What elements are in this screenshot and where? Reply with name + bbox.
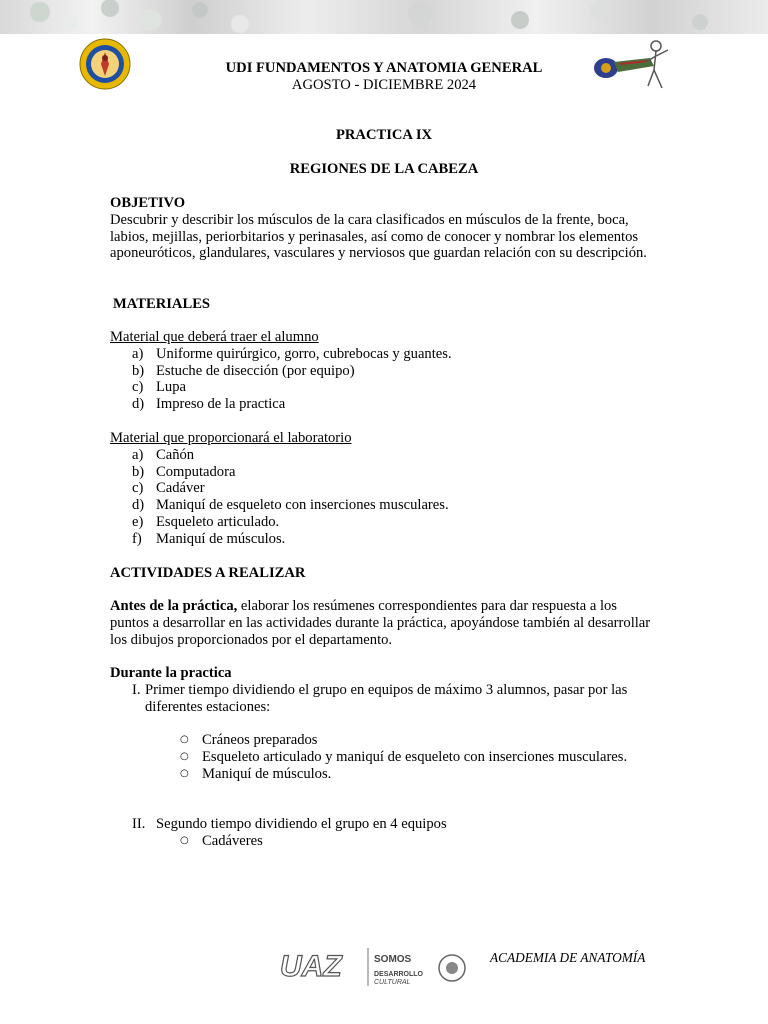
before-practice-paragraph <box>110 598 656 648</box>
list-item: f) Maniquí de músculos. <box>132 530 286 547</box>
list-item: ○ Esqueleto articulado y maniquí de esqueleto con inserciones musculares. <box>180 748 628 765</box>
before-practice-text: elaborar los resúmenes correspondientes para dar respuesta a los puntos a desarrollar en las actividades durante la práctica, apoyándose también al desarrollar los dibujos proporcionados por el departamento. <box>110 598 651 648</box>
lab-materials-heading: Material que proporcionará el laboratorio <box>110 430 352 446</box>
header-banner-image <box>0 0 768 34</box>
objective-section <box>110 195 658 262</box>
academy-name: ACADEMIA DE ANATOMÍA <box>490 950 646 965</box>
document-header <box>140 60 628 94</box>
step-one-line2: diferentes estaciones: <box>145 698 271 715</box>
step-one-line1: Primer tiempo dividiendo el grupo en equipos de máximo 3 alumnos, pasar por las <box>145 682 628 698</box>
student-materials-heading: Material que deberá traer el alumno <box>110 329 319 345</box>
list-item: b) Computadora <box>132 463 236 480</box>
practice-subject: REGIONES DE LA CABEZA <box>289 161 479 177</box>
before-practice-label: Antes de la práctica, <box>110 598 238 614</box>
step-one-marker: I. <box>132 682 141 698</box>
stations-list <box>110 732 670 782</box>
course-title: UDI FUNDAMENTOS Y ANATOMIA GENERAL <box>225 60 543 76</box>
list-item: ○ Maniquí de músculos. <box>180 765 332 782</box>
footer-logo-word1: SOMOS <box>374 954 412 965</box>
list-item: d) Maniquí de esqueleto con inserciones musculares. <box>132 497 449 514</box>
university-seal-logo <box>76 38 134 90</box>
footer-logo-word2: DESARROLLO <box>374 971 423 978</box>
step-two <box>110 816 658 850</box>
list-item: b) Estuche de disección (por equipo) <box>132 362 355 379</box>
lab-materials-section <box>110 430 658 548</box>
lab-materials-list <box>110 447 658 548</box>
footer-logo-word3: CULTURAL <box>374 979 411 986</box>
list-item: c) Cadáver <box>132 480 205 497</box>
practice-number: PRACTICA IX <box>335 127 433 143</box>
step-one <box>110 682 670 716</box>
list-item: ○ Cráneos preparados <box>180 732 318 748</box>
svg-text:UAZ: UAZ <box>280 950 342 983</box>
student-materials-list <box>110 346 658 413</box>
step-two-text: Segundo tiempo dividiendo el grupo en 4 equipos <box>156 816 447 832</box>
circle-bullet-icon: ○ <box>180 734 189 745</box>
uaz-footer-logo <box>272 942 472 992</box>
student-materials-section <box>110 329 658 413</box>
list-item: c) Lupa <box>132 379 186 396</box>
materials-heading: MATERIALES <box>113 296 211 312</box>
activities-heading: ACTIVIDADES A REALIZAR <box>110 565 306 581</box>
circle-bullet-icon: ○ <box>180 834 189 846</box>
step-two-marker: II. <box>132 816 146 832</box>
objective-heading: OBJETIVO <box>110 195 186 211</box>
circle-bullet-icon: ○ <box>180 767 189 779</box>
course-period: AGOSTO - DICIEMBRE 2024 <box>291 76 477 93</box>
list-item: e) Esqueleto articulado. <box>132 513 280 530</box>
list-item: d) Impreso de la practica <box>132 396 286 413</box>
list-item: a) Uniforme quirúrgico, gorro, cubrebocas y guantes. <box>132 345 452 362</box>
list-item: a) Cañón <box>132 446 195 463</box>
during-practice-heading: Durante la practica <box>110 665 232 681</box>
list-item: ○ Cadáveres <box>180 832 263 849</box>
circle-bullet-icon: ○ <box>180 750 189 762</box>
objective-text: Descubrir y describir los músculos de la cara clasificados en músculos de la frente, boca, labios, mejillas, periorbitarios y perinasales, así como de conocer y nombrar los elementos aponeuróticos, glandulares, vasculares y nerviosos que guardan relación con su descripción. <box>110 211 647 262</box>
